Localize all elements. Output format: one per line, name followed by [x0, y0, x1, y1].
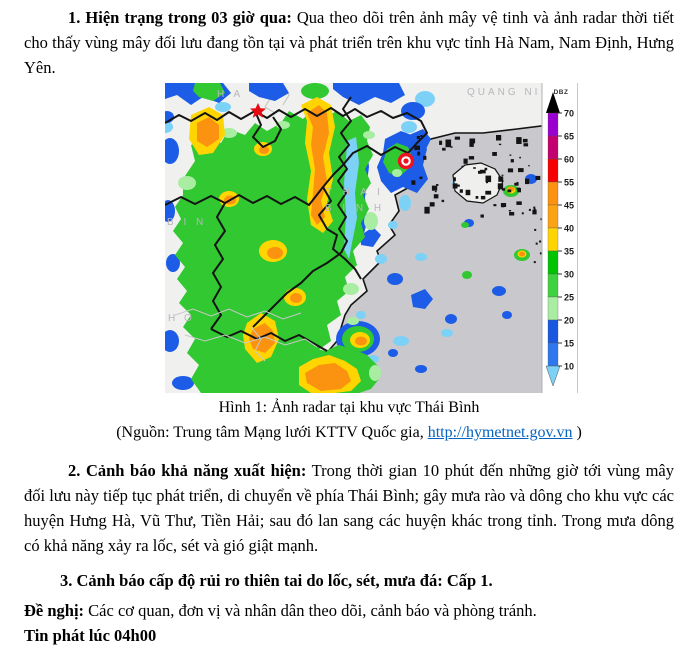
paragraph-1-heading: 1. Hiện trạng trong 03 giờ qua: [68, 8, 292, 27]
map-label-thai: T H A I [326, 187, 384, 198]
paragraph-2 [24, 458, 674, 558]
legend-title: DBZ [553, 89, 569, 96]
svg-text:25: 25 [564, 292, 575, 303]
figure-caption [24, 398, 674, 443]
radar-map-image [165, 83, 578, 393]
svg-text:60: 60 [564, 154, 575, 165]
svg-text:55: 55 [564, 177, 575, 188]
paragraph-1 [24, 5, 674, 80]
source-link[interactable]: http://hymetnet.gov.vn [427, 424, 573, 441]
paragraph-2-text: Trong thời gian 10 phút đến những giờ tới vùng mây đối lưu này tiếp tục phát triển, di chuyển về phía Thái Bình; gây mưa rào và dông cho khu vực các huyện Hưng Hà, Vũ Thư, Tiền Hải; sau đó lan sang các huyện khác trong tỉnh. Trong mưa dông có khả năng xảy ra lốc, sét và gió giật mạnh. [24, 461, 674, 555]
issue-time: Tin phát lúc 04h00 [24, 626, 157, 645]
caption-source-text: (Nguồn: Trung tâm Mạng lưới KTTV Quốc gia, [116, 424, 428, 441]
paragraph-4-text: Các cơ quan, đơn vị và nhân dân theo dõi, cảnh báo và phòng tránh. [84, 601, 537, 620]
svg-text:15: 15 [564, 338, 575, 349]
radar-image-container [165, 83, 578, 393]
caption-suffix: ) [572, 424, 582, 441]
map-label-bottomleft: H O [168, 313, 195, 324]
map-label-top: H A [217, 89, 244, 100]
svg-text:35: 35 [564, 246, 575, 257]
map-label-binh: B I N H [324, 203, 386, 214]
paragraph-2-heading: 2. Cảnh báo khả năng xuất hiện: [68, 461, 307, 480]
svg-text:70: 70 [564, 108, 575, 119]
paragraph-3: 3. Cảnh báo cấp độ rủi ro thiên tai do lốc, sét, mưa đá: Cấp 1. [60, 571, 493, 590]
svg-text:10: 10 [564, 361, 575, 372]
storm-location-marker-icon [398, 153, 414, 169]
svg-text:20: 20 [564, 315, 575, 326]
caption-line-1: Hình 1: Ảnh radar tại khu vực Thái Bình [218, 399, 480, 416]
radar-legend [542, 83, 578, 393]
svg-text:45: 45 [564, 200, 575, 211]
svg-text:30: 30 [564, 269, 575, 280]
svg-text:40: 40 [564, 223, 575, 234]
radar-figure [24, 83, 674, 443]
map-label-left: B I N [167, 217, 207, 228]
paragraph-4 [24, 599, 674, 622]
map-label-quang-ninh: QUANG NI [467, 87, 541, 98]
svg-text:65: 65 [564, 131, 575, 142]
caption-line-2 [24, 423, 674, 443]
paragraph-1-text: Qua theo dõi trên ảnh mây vệ tinh và ảnh radar thời tiết cho thấy vùng mây đối lưu đang tồn tại và phát triển trên khu vực tỉnh Hà Nam, Nam Định, Hưng Yên. [24, 8, 674, 77]
paragraph-4-heading: Đề nghị: [24, 601, 85, 620]
